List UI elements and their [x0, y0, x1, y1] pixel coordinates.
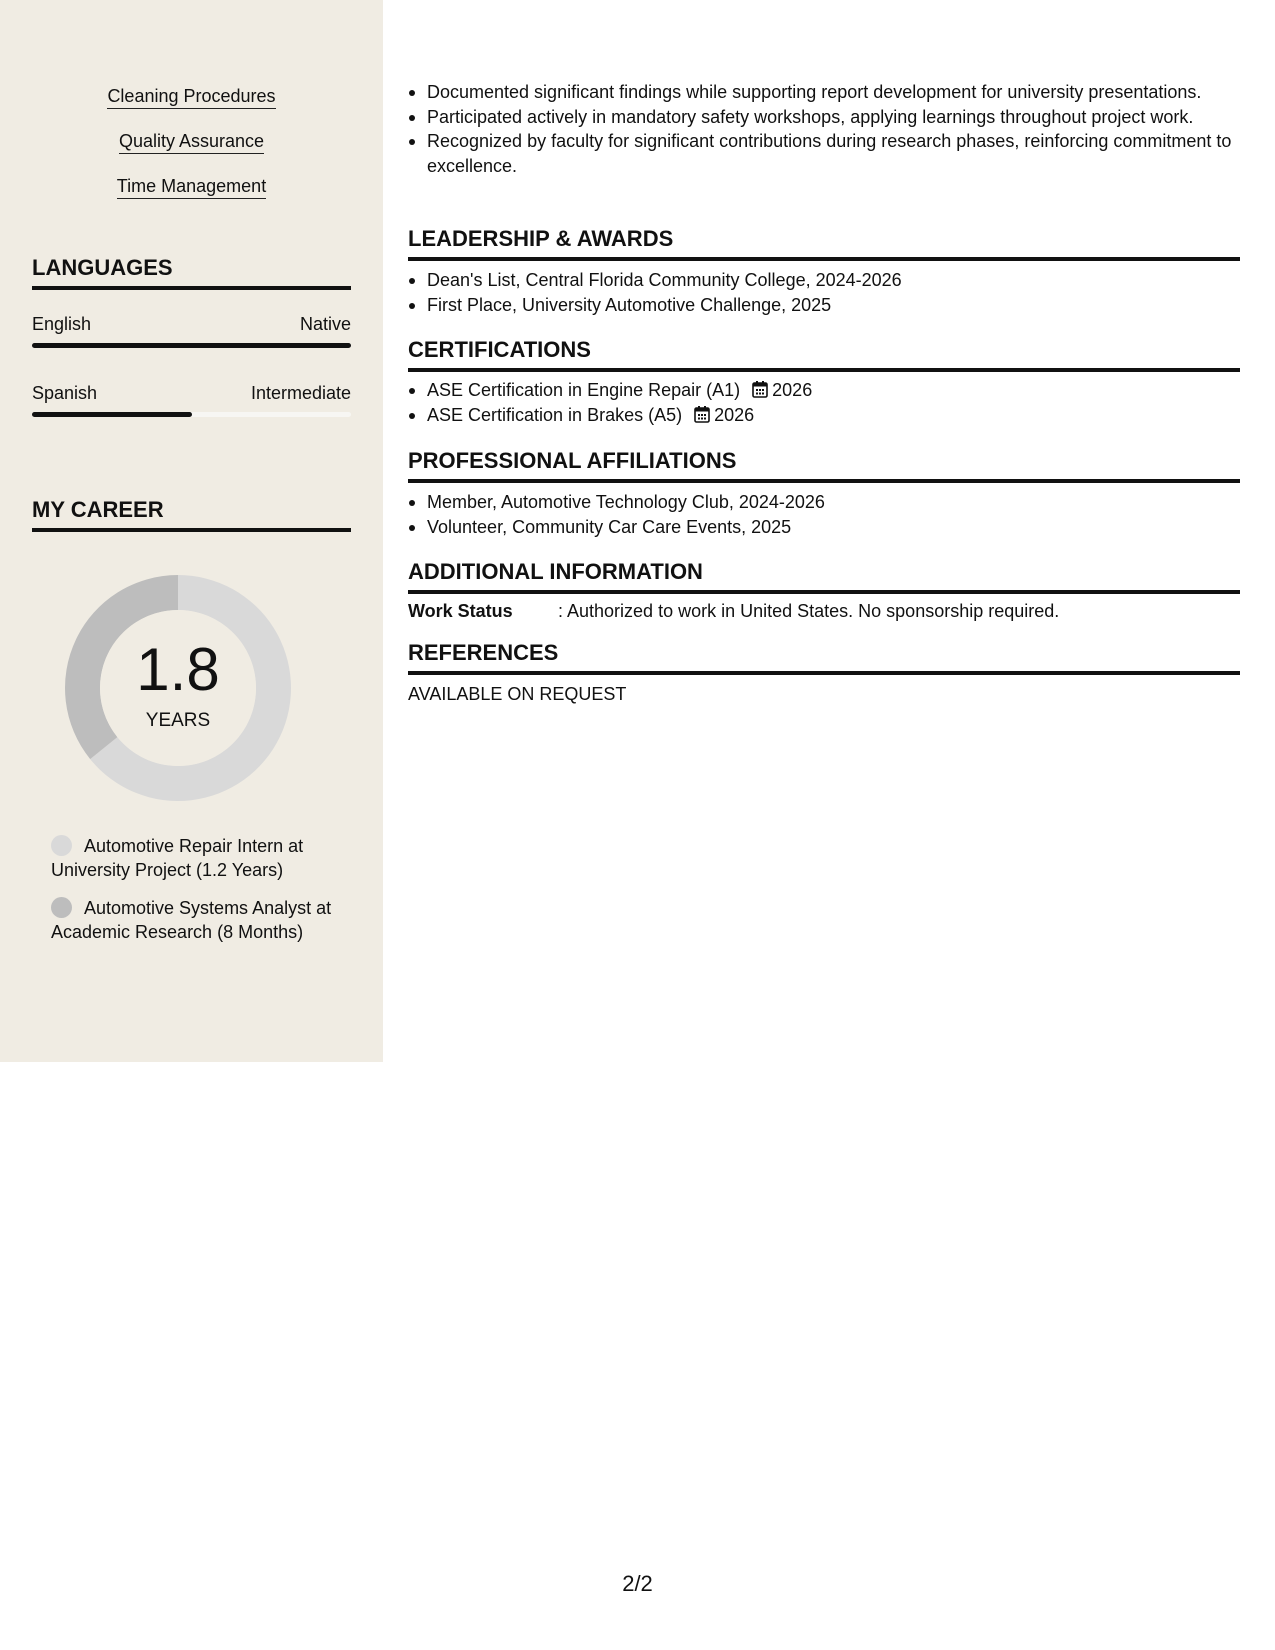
certification-item: ASE Certification in Brakes (A5) 2026 [408, 403, 1240, 428]
leadership-heading: LEADERSHIP & AWARDS [408, 226, 1240, 261]
calendar-icon [694, 405, 710, 423]
career-total-unit: YEARS [145, 710, 211, 731]
work-status-value: : Authorized to work in United States. No sponsorship required. [558, 601, 1060, 621]
skill-item: Cleaning Procedures [0, 86, 383, 112]
experience-bullets [408, 80, 1240, 178]
language-row-spanish [32, 383, 351, 404]
list-item: Dean's List, Central Florida Community College, 2024-2026 [408, 268, 1240, 293]
list-item: First Place, University Automotive Challenge, 2025 [408, 293, 1240, 318]
certification-item: ASE Certification in Engine Repair (A1) 2026 [408, 378, 1240, 403]
language-level: Intermediate [250, 383, 351, 403]
additional-info-heading: ADDITIONAL INFORMATION [408, 559, 1240, 594]
list-item: Recognized by faculty for significant contributions during research phases, reinforcing commitment to excellence. [408, 129, 1240, 178]
language-level: Native [299, 314, 351, 334]
skill-item: Time Management [0, 176, 383, 202]
language-row-english [32, 314, 351, 335]
references-text: AVAILABLE ON REQUEST [408, 684, 627, 704]
skill-item: Quality Assurance [0, 131, 383, 157]
list-item: Member, Automotive Technology Club, 2024-2026 [408, 490, 1240, 515]
legend-dot [51, 897, 72, 918]
page-number: 2/2 [622, 1571, 653, 1596]
career-total-value: 1.8 [136, 636, 220, 703]
language-bar-fill [32, 343, 351, 348]
affiliations-list [408, 490, 1240, 539]
language-bar-fill [32, 412, 192, 417]
skills-list [0, 86, 383, 221]
language-bar-spanish [32, 412, 351, 417]
calendar-icon [752, 380, 768, 398]
language-name: English [32, 314, 92, 334]
list-item: Participated actively in mandatory safety workshops, applying learnings throughout project work. [408, 105, 1240, 130]
career-heading: MY CAREER [32, 497, 351, 532]
certifications-heading: CERTIFICATIONS [408, 337, 1240, 372]
languages-heading: LANGUAGES [32, 255, 351, 290]
list-item: Volunteer, Community Car Care Events, 2025 [408, 515, 1240, 540]
work-status [408, 601, 1240, 622]
references-heading: REFERENCES [408, 640, 1240, 675]
list-item: Documented significant findings while supporting report development for university presentations. [408, 80, 1240, 105]
career-legend-item: Automotive Systems Analyst at Academic Research (8 Months) [51, 898, 332, 942]
career-legend-item: Automotive Repair Intern at University Project (1.2 Years) [51, 836, 304, 880]
language-name: Spanish [32, 383, 98, 403]
legend-dot [51, 835, 72, 856]
language-bar-english [32, 343, 351, 348]
leadership-list [408, 268, 1240, 317]
work-status-label: Work Status [408, 601, 513, 621]
certifications-list [408, 378, 1240, 427]
affiliations-heading: PROFESSIONAL AFFILIATIONS [408, 448, 1240, 483]
